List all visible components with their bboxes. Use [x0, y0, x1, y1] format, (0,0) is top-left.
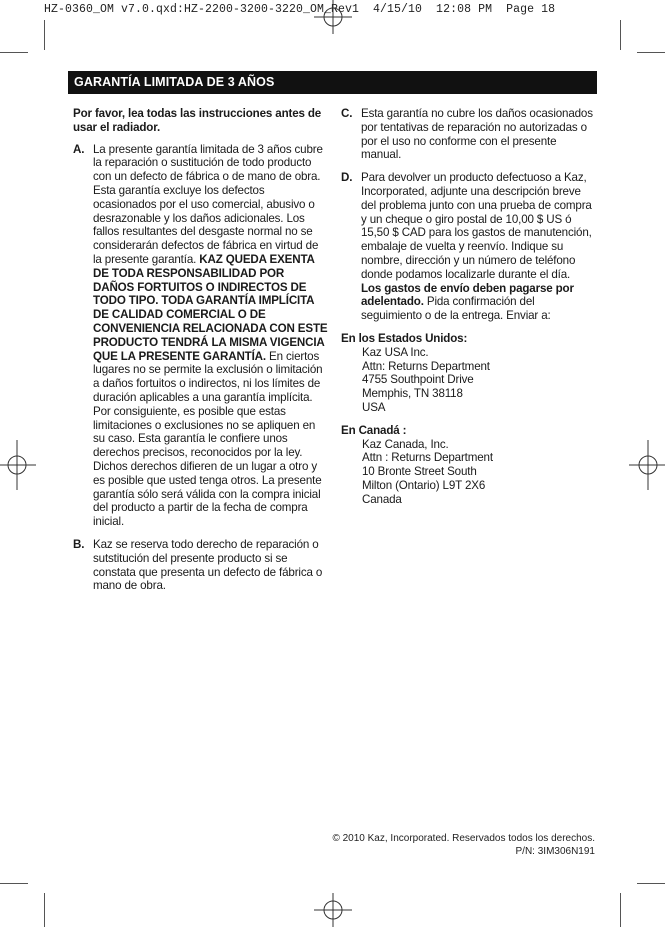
address-line: 4755 Southpoint Drive [362, 373, 474, 387]
crop-mark-left-bottom [0, 883, 28, 884]
crop-mark-bottom-left [44, 893, 45, 927]
warranty-item-b [73, 538, 328, 593]
item-c-text: Esta garantía no cubre los daños ocasionados por tentativas de reparación no autorizadas o por el uso no conforme con el presente manual. [361, 107, 593, 162]
address-line: Milton (Ontario) L9T 2X6 [362, 478, 486, 492]
usa-address [341, 346, 597, 415]
address-line: 10 Bronte Street South [362, 465, 477, 479]
address-line: Attn: Returns Department [362, 359, 490, 373]
item-label: C. [341, 107, 353, 120]
intro-text: Por favor, lea todas las instrucciones antes de usar el radiador. [73, 107, 322, 134]
print-slug-line: HZ-0360_OM v7.0.qxd:HZ-2200-3200-3220_OM_Rev1 4/15/10 12:08 PM Page 18 [44, 3, 556, 16]
section-title-bar: GARANTÍA LIMITADA DE 3 AÑOS [68, 71, 597, 94]
address-line: Canada [362, 492, 402, 506]
item-a-text-2: En ciertos lugares no se permite la exclusión o limitación a daños fortuitos o indirectos, ni los límites de duración aplicables a una garantía implícita. Por consiguiente, es posible que estas limitaciones o exclusiones no se apliquen en su caso. Esta garantía le confiere unos derechos precisos, reconocidos por la ley. Dichos derechos difieren de un lugar a otro y es posible que usted tenga otros. La presente garantía sólo será válida con la compra inicial del producto a partir de la fecha de compra inicial. [93, 349, 323, 529]
left-column [73, 107, 328, 602]
crop-mark-bottom-right [620, 893, 621, 927]
address-line: Memphis, TN 38118 [362, 387, 463, 401]
registration-mark-top-icon [312, 0, 354, 34]
right-column [341, 107, 597, 516]
address-line: Kaz USA Inc. [362, 345, 429, 359]
item-label: A. [73, 142, 85, 156]
part-number: P/N: 3IM306N191 [515, 845, 595, 857]
item-a-bold-disclaimer: KAZ QUEDA EXENTA DE TODA RESPONSABILIDAD POR DAÑOS FORTUITOS O INDIRECTOS DE TODO TIPO. TODA GARANTÍA IMPLÍCITA DE CALIDAD COMERCIAL O DE CONVENIENCIA RELACIONADA CON ESTE PRODUCTO TENDRÁ LA MISMA VIGENCIA QUE LA PRESENTE GARANTÍA. [93, 252, 328, 363]
canada-address-heading: En Canadá : [341, 423, 407, 437]
address-line: Attn : Returns Department [362, 451, 493, 465]
registration-mark-right-icon [629, 440, 665, 490]
address-line: USA [362, 400, 386, 414]
usa-address-heading: En los Estados Unidos: [341, 331, 468, 345]
crop-mark-top-left [44, 20, 45, 50]
crop-mark-left-top [0, 52, 28, 53]
registration-mark-left-icon [0, 440, 36, 490]
warranty-item-a [73, 143, 328, 529]
item-label: D. [341, 171, 353, 185]
canada-address [341, 438, 597, 507]
copyright-notice: © 2010 Kaz, Incorporated. Reservados todos los derechos. [332, 833, 595, 844]
crop-mark-right-bottom [637, 883, 665, 884]
page-footer [332, 833, 595, 858]
crop-mark-top-right [620, 20, 621, 50]
item-b-text: Kaz se reserva todo derecho de reparación o sutstitución del presente producto si se constata que presenta un defecto de fábrica o mano de obra. [93, 537, 323, 593]
warranty-item-d [341, 171, 597, 323]
item-d-text-1: Para devolver un producto defectuoso a Kaz, Incorporated, adjunte una descripción breve del problema junto con una prueba de compra y un cheque o giro postal de 10,00 $ US ó 15,50 $ CAD para los gastos de manutención, embalaje de vuelta y reenvío. Indique su nombre, dirección y un número de teléfono donde podamos localizarle durante el día. [361, 171, 592, 281]
item-a-text-1: La presente garantía limitada de 3 años cubre la reparación o sustitución de todo producto con un defecto de fábrica o de mano de obra. Esta garantía excluye los defectos ocasionados por el uso comercial, abusivo o desrazonable y los daños adicionales. Los fallos resultantes del desgaste normal no se considerarán defectos de fábrica en virtud de la presente garantía. [93, 142, 323, 266]
warranty-item-c [341, 107, 597, 162]
item-d-text-2: Pida confirmación del seguimiento o de la entrega. Enviar a: [361, 295, 551, 323]
item-d-bold-shipping: Los gastos de envío deben pagarse por adelentado. [361, 281, 574, 309]
registration-mark-bottom-icon [312, 893, 354, 927]
item-label: B. [73, 537, 85, 551]
address-line: Kaz Canada, Inc. [362, 437, 449, 451]
crop-mark-right-top [637, 52, 665, 53]
